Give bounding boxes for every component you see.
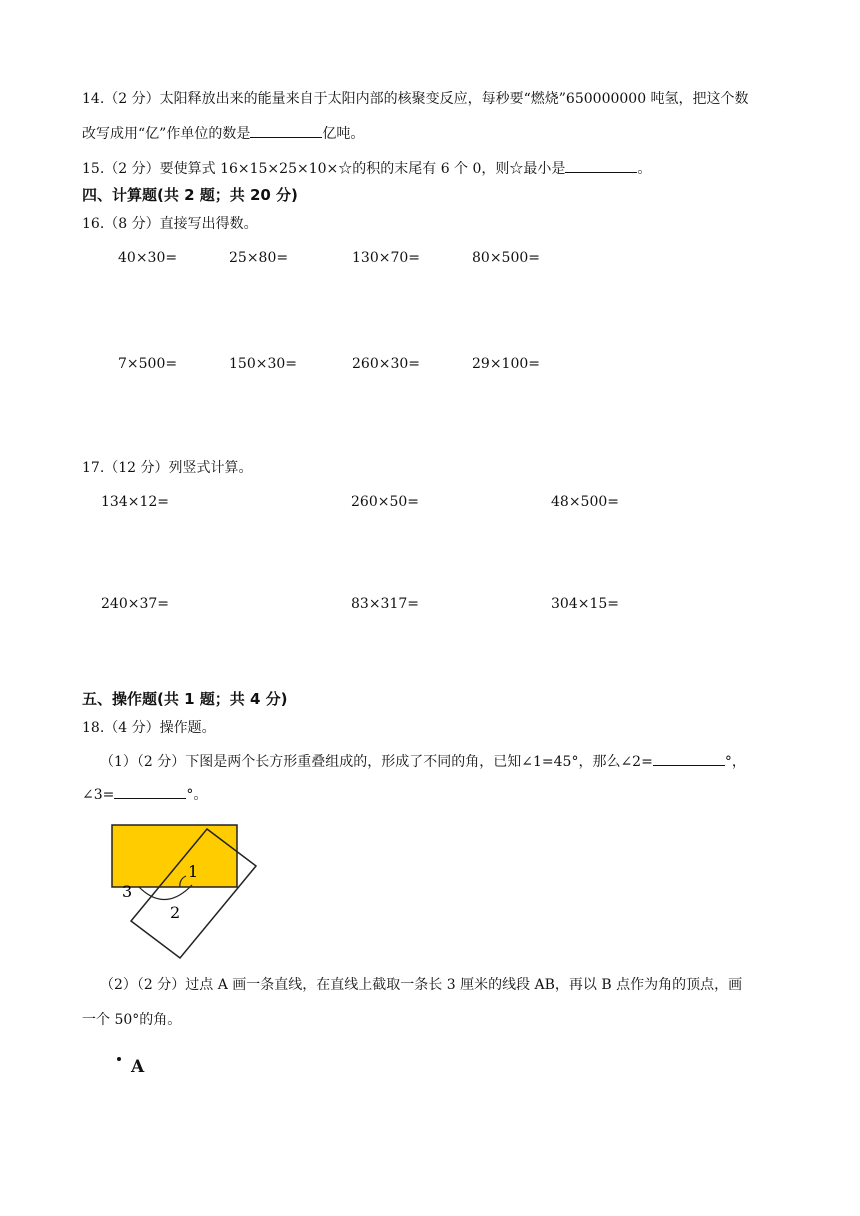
q17-item-6: 304×15= (551, 596, 619, 612)
q14-line2 (82, 123, 364, 144)
q17-item-4: 240×37= (101, 596, 169, 612)
q16-item-6: 150×30= (229, 356, 297, 372)
q18-angle2-blank[interactable] (653, 751, 725, 766)
q15-text: 15.（2 分）要使算式 16×15×25×10×☆的积的末尾有 6 个 0，则☆最小是 (82, 161, 566, 177)
section4-title: 四、计算题(共 2 题；共 20 分) (82, 186, 298, 204)
yellow-rectangle (112, 825, 237, 887)
q16-item-4: 80×500= (472, 250, 540, 266)
overlapping-rectangles-figure (100, 815, 270, 965)
q16-item-8: 29×100= (472, 356, 540, 372)
q18-angle3-degree: °。 (186, 787, 208, 803)
q15-end: 。 (637, 161, 652, 177)
q14-answer-blank[interactable] (250, 123, 322, 138)
q17-item-1: 134×12= (101, 494, 169, 510)
angle3-label: 3 (122, 882, 133, 901)
q18-part1-text: （1）（2 分）下图是两个长方形重叠组成的，形成了不同的角，已知∠1=45°，那么∠2= (100, 754, 653, 770)
q18-part2-line1: （2）（2 分）过点 A 画一条直线，在直线上截取一条长 3 厘米的线段 AB，再以 B 点作为角的顶点，画 (100, 977, 743, 993)
q17-item-2: 260×50= (351, 494, 419, 510)
point-a-dot[interactable] (117, 1057, 121, 1061)
q14-line1: 14.（2 分）太阳释放出来的能量来自于太阳内部的核聚变反应，每秒要“燃烧”650000000 吨氢，把这个数 (82, 91, 749, 107)
q18-prompt: 18.（4 分）操作题。 (82, 720, 216, 736)
q16-item-1: 40×30= (118, 250, 178, 266)
q18-angle3-text: ∠3= (82, 787, 115, 803)
point-a-label: A (131, 1057, 145, 1077)
q16-item-2: 25×80= (229, 250, 289, 266)
q16-prompt: 16.（8 分）直接写出得数。 (82, 216, 258, 232)
angle1-label: 1 (188, 862, 199, 881)
q15-answer-blank[interactable] (565, 158, 637, 173)
q17-item-3: 48×500= (551, 494, 619, 510)
q17-item-5: 83×317= (351, 596, 419, 612)
q15-line (82, 158, 651, 179)
q16-item-3: 130×70= (352, 250, 420, 266)
section5-title: 五、操作题(共 1 题；共 4 分) (82, 690, 288, 708)
q18-part1-degree: °， (724, 754, 746, 770)
q17-prompt: 17.（12 分）列竖式计算。 (82, 460, 253, 476)
q18-part1-line1 (100, 751, 746, 772)
q18-angle3-blank[interactable] (114, 784, 186, 799)
q18-part1-line2 (82, 784, 207, 805)
q18-part2-line2: 一个 50°的角。 (82, 1012, 182, 1028)
q16-item-5: 7×500= (118, 356, 178, 372)
q14-line2-unit: 亿吨。 (322, 126, 365, 142)
q16-item-7: 260×30= (352, 356, 420, 372)
angle2-label: 2 (170, 903, 181, 922)
q14-line2-text: 改写成用“亿”作单位的数是 (82, 126, 251, 142)
